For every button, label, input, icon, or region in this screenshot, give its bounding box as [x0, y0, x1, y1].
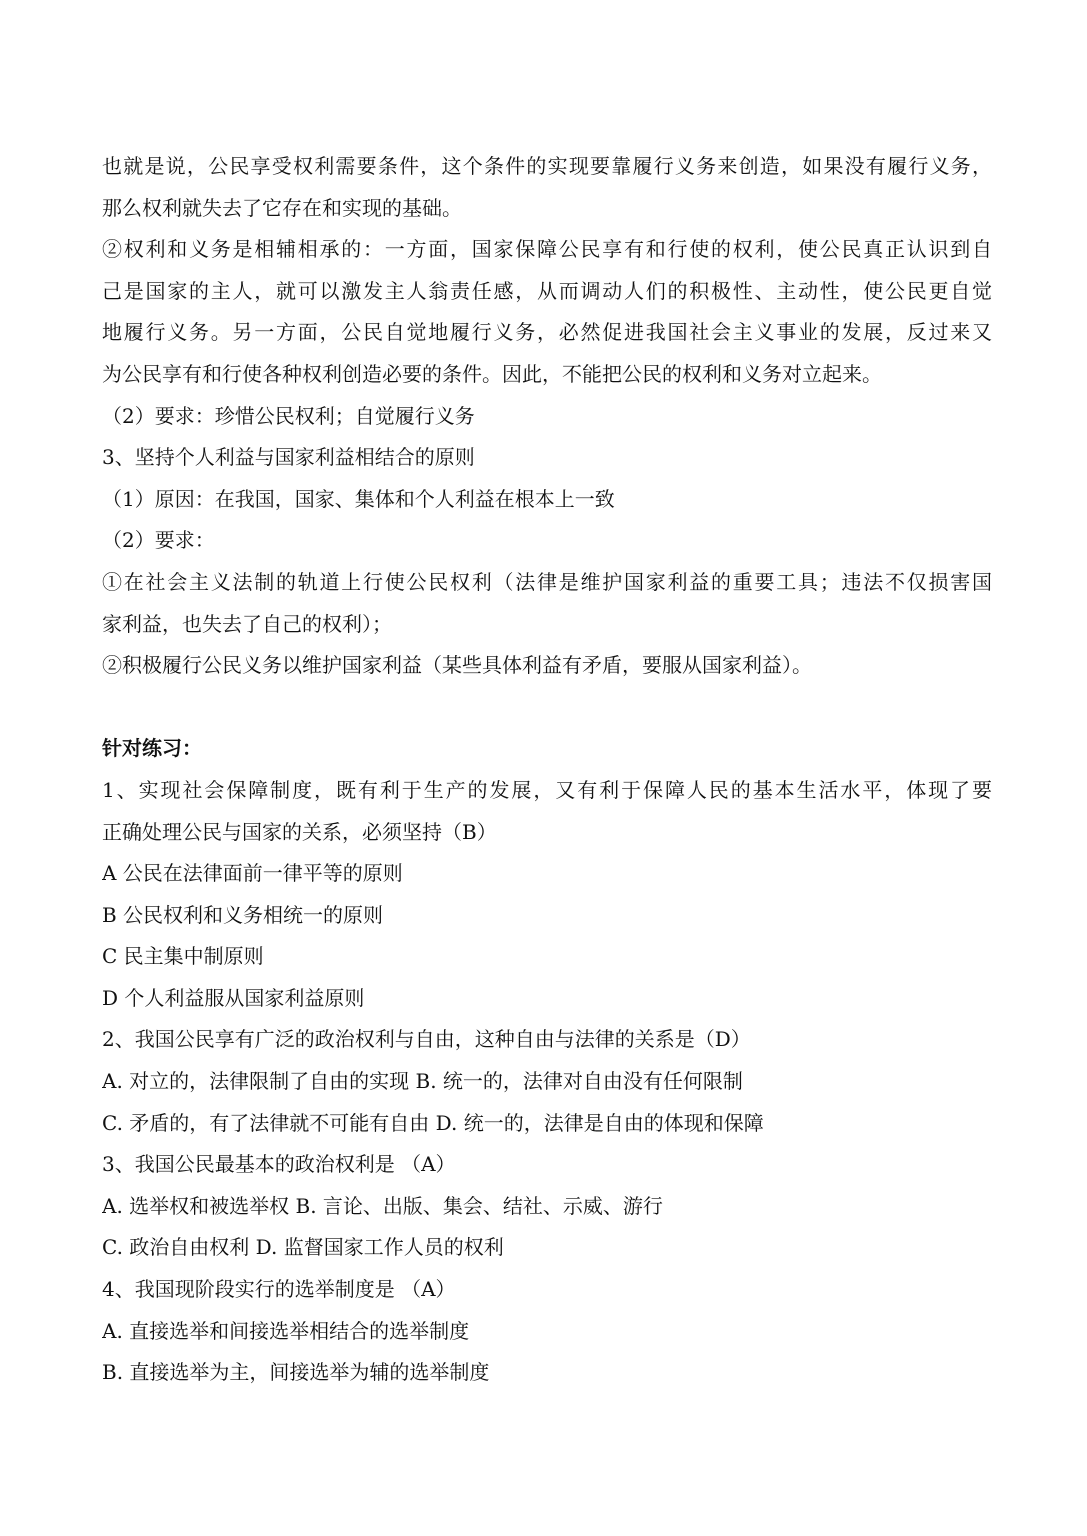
paragraph-line: 为公民享有和行使各种权利创造必要的条件。因此，不能把公民的权利和义务对立起来。	[102, 361, 882, 386]
question-option: A. 对立的，法律限制了自由的实现 B. 统一的，法律对自由没有任何限制	[102, 1069, 743, 1094]
question-stem: 2、我国公民享有广泛的政治权利与自由，这种自由与法律的关系是（D）	[102, 1027, 751, 1052]
question-option: C 民主集中制原则	[102, 944, 264, 969]
exercise-heading: 针对练习：	[102, 736, 202, 761]
question-option: D 个人利益服从国家利益原则	[102, 985, 365, 1010]
question-stem: 4、我国现阶段实行的选举制度是 （A）	[102, 1277, 456, 1302]
paragraph-line: ②权利和义务是相辅相承的：一方面，国家保障公民享有和行使的权利，使公民真正认识到自	[102, 237, 992, 262]
question-option: B. 直接选举为主，间接选举为辅的选举制度	[102, 1360, 490, 1385]
question-option: C. 政治自由权利 D. 监督国家工作人员的权利	[102, 1235, 504, 1260]
reason-line: （1）原因：在我国，国家、集体和个人利益在根本上一致	[102, 486, 615, 511]
question-stem: 1、实现社会保障制度，既有利于生产的发展，又有利于保障人民的基本生活水平，体现了要	[102, 777, 992, 802]
question-option: B 公民权利和义务相统一的原则	[102, 902, 384, 927]
paragraph-line: 也就是说，公民享受权利需要条件，这个条件的实现要靠履行义务来创造，如果没有履行义务，	[102, 154, 992, 178]
requirement-item-line: ①在社会主义法制的轨道上行使公民权利（法律是维护国家利益的重要工具；违法不仅损害国	[102, 569, 992, 594]
question-option: A. 直接选举和间接选举相结合的选举制度	[102, 1318, 470, 1343]
requirement-item-line: ②积极履行公民义务以维护国家利益（某些具体利益有矛盾，要服从国家利益）。	[102, 653, 812, 678]
question-option: C. 矛盾的，有了法律就不可能有自由 D. 统一的，法律是自由的体现和保障	[102, 1110, 764, 1135]
requirement-item-line: 家利益，也失去了自己的权利）；	[102, 611, 392, 636]
blank-line	[102, 687, 992, 729]
paragraph-line: 那么权利就失去了它存在和实现的基础。	[102, 195, 462, 220]
question-stem: 3、我国公民最基本的政治权利是 （A）	[102, 1152, 456, 1177]
paragraph-line: 己是国家的主人，就可以激发主人翁责任感，从而调动人们的积极性、主动性，使公民更自觉	[102, 278, 992, 303]
question-option: A 公民在法律面前一律平等的原则	[102, 861, 403, 886]
question-option: A. 选举权和被选举权 B. 言论、出版、集会、结社、示威、游行	[102, 1193, 663, 1218]
document-page	[102, 146, 992, 1394]
paragraph-line: 地履行义务。另一方面，公民自觉地履行义务，必然促进我国社会主义事业的发展，反过来又	[102, 320, 992, 345]
question-stem: 正确处理公民与国家的关系，必须坚持（B）	[102, 819, 497, 844]
requirement-line: （2）要求：	[102, 528, 215, 553]
principle-heading: 3、坚持个人利益与国家利益相结合的原则	[102, 445, 475, 470]
requirement-line: （2）要求：珍惜公民权利；自觉履行义务	[102, 403, 475, 428]
